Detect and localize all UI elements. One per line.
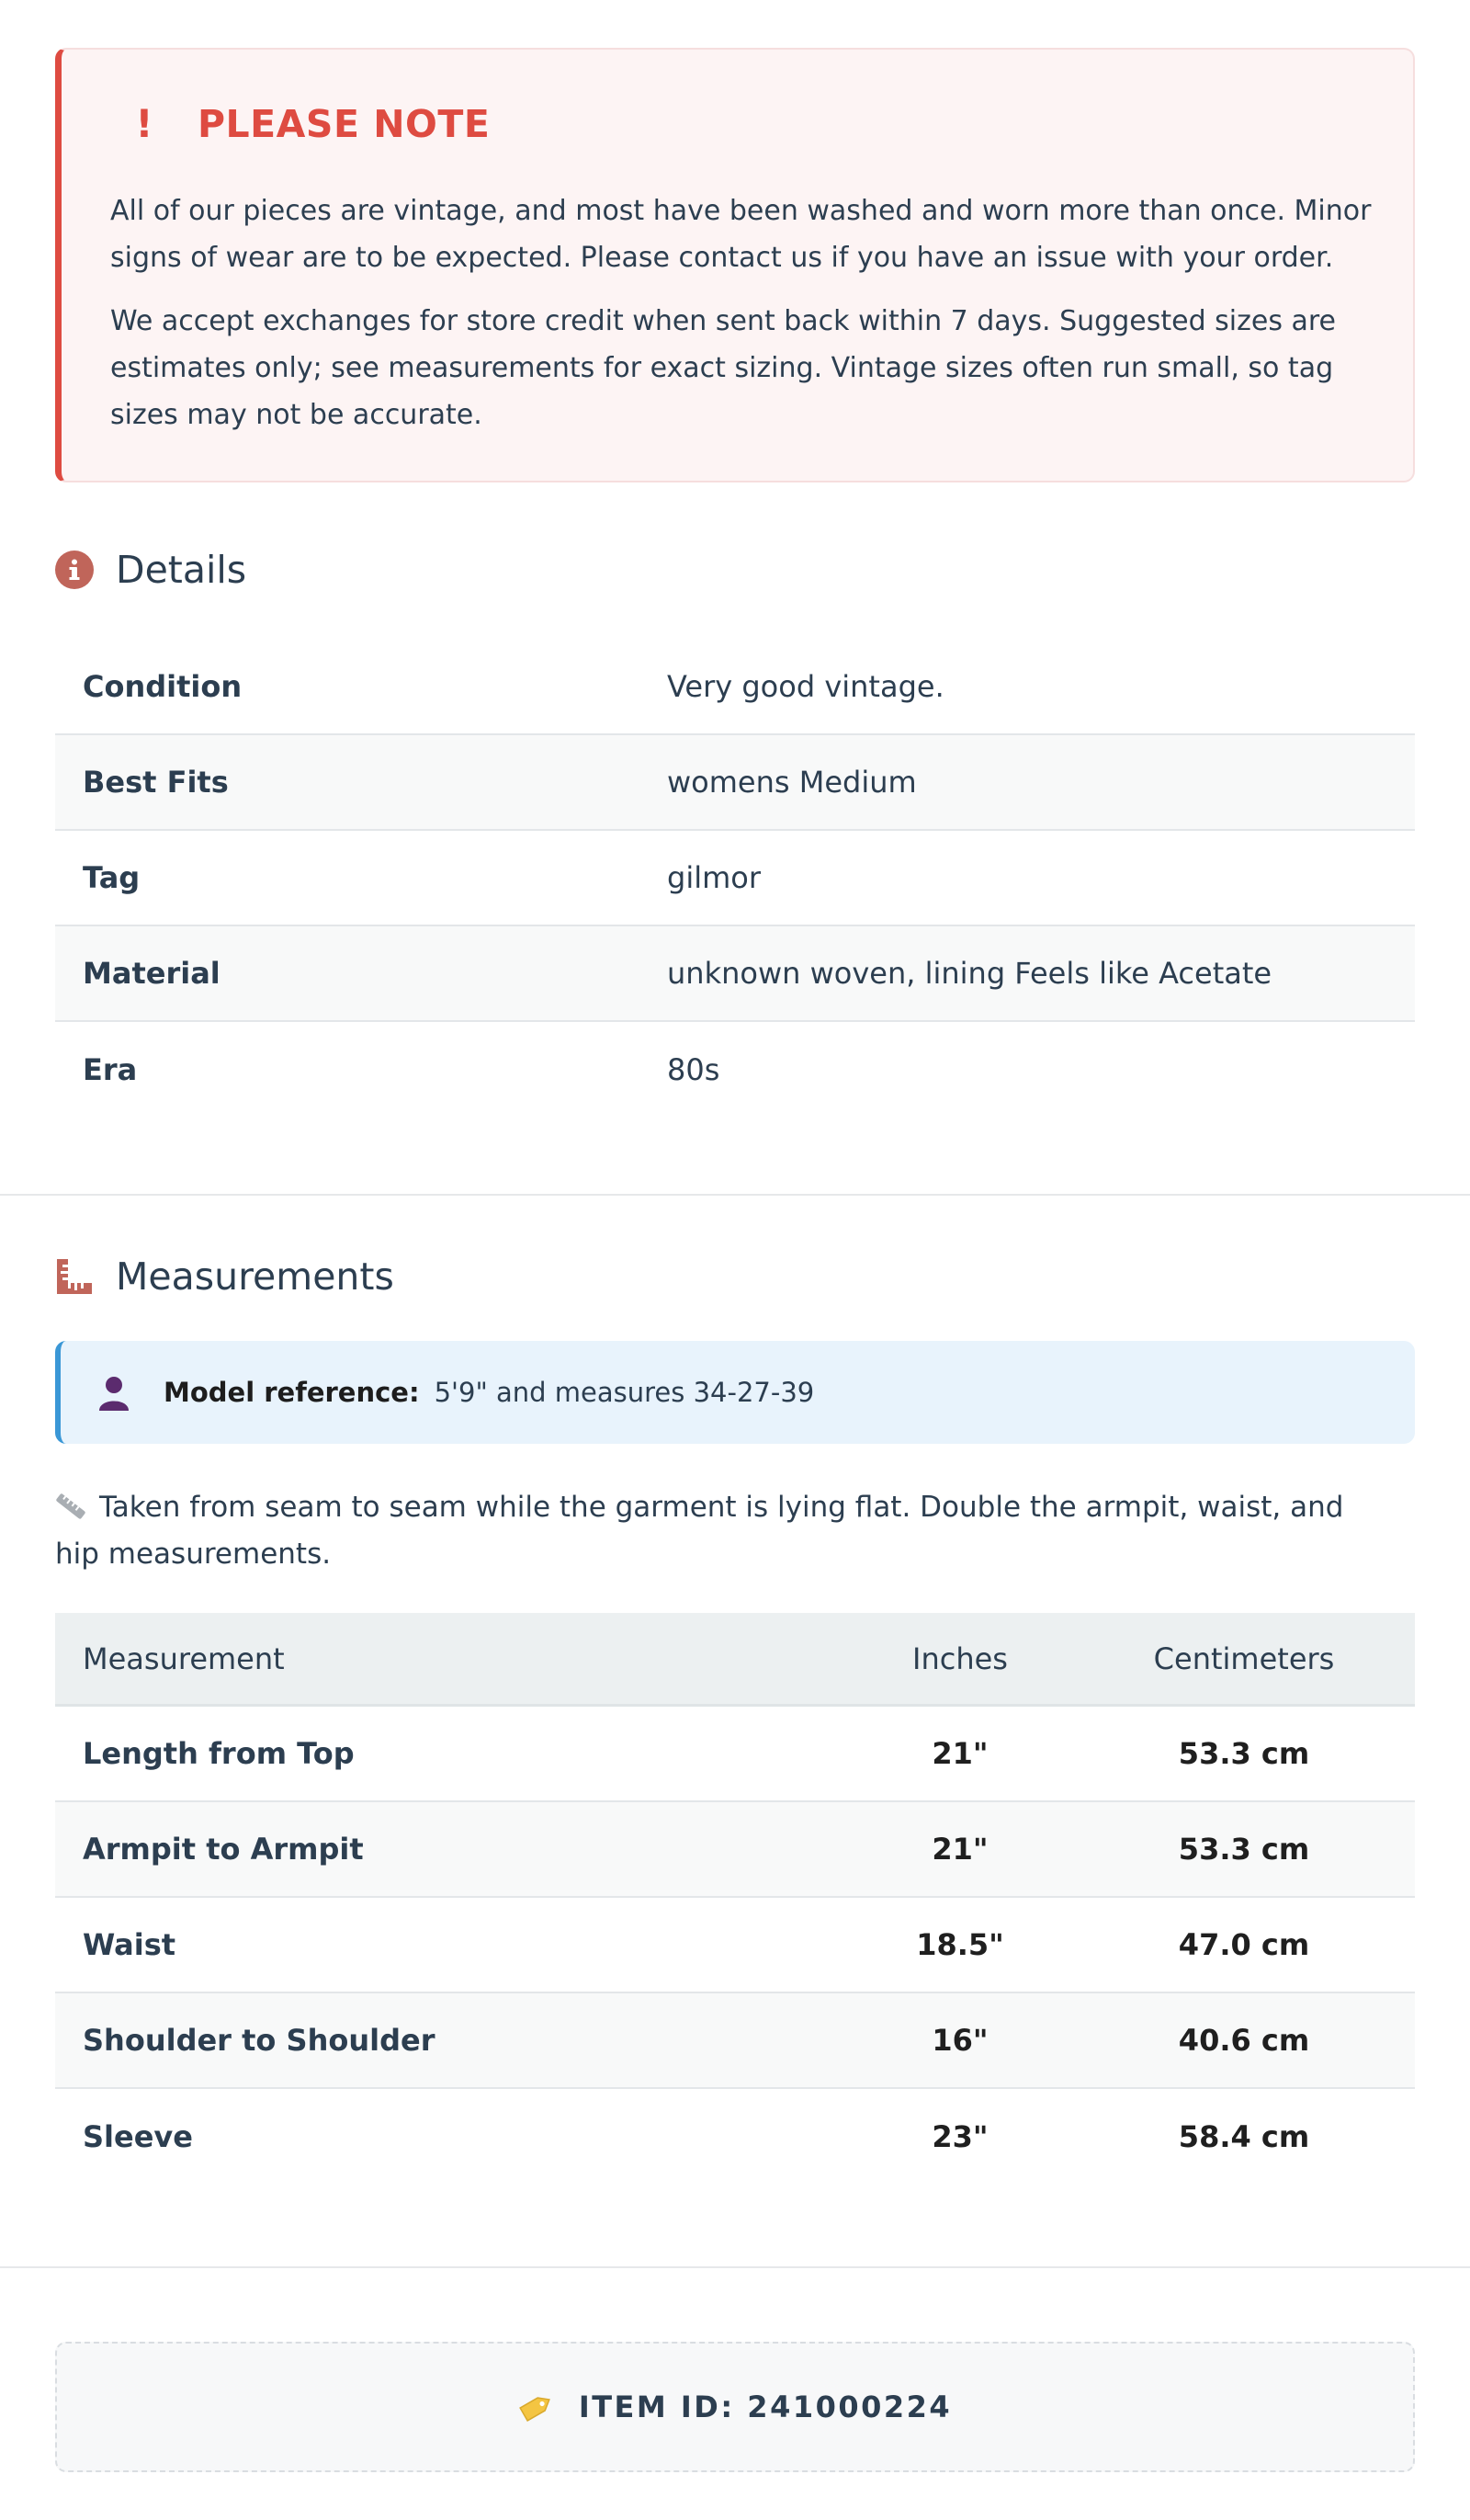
measurement-name: Sleeve [83,2119,193,2154]
detail-value: gilmor [667,860,761,895]
measurement-cm: 53.3 cm [1178,1736,1310,1771]
ruler-pencil-icon [55,1488,86,1515]
measurements-table [55,1613,1415,2185]
table-row [55,2089,1415,2185]
measurement-cm: 47.0 cm [1178,1927,1310,1962]
table-row [55,735,1415,831]
item-id-box [55,2342,1415,2472]
measurement-cm: 40.6 cm [1178,2023,1310,2058]
details-title: Details [116,548,247,592]
table-row [55,926,1415,1022]
section-divider [0,2266,1470,2268]
detail-value: unknown woven, lining Feels like Acetate [667,956,1272,991]
measurement-cm: 53.3 cm [1178,1832,1310,1867]
detail-label: Era [83,1052,138,1087]
notice-header [126,101,490,146]
table-header [55,1613,1415,1707]
column-header: Inches [912,1640,1008,1676]
column-header: Centimeters [1153,1640,1335,1676]
table-row [55,1707,1415,1802]
measurement-inches: 18.5" [916,1927,1004,1962]
measurement-inches: 21" [932,1736,989,1771]
detail-value: womens Medium [667,765,917,800]
person-icon [97,1374,130,1411]
measurements-title: Measurements [116,1254,394,1299]
notice-paragraph: We accept exchanges for store credit when sent back within 7 days. Suggested sizes are estimates only; see measurements for exact sizing. Vintage sizes often run small, so tag sizes may not be accurate. [110,305,1337,431]
table-row [55,640,1415,735]
detail-label: Material [83,956,220,991]
measurement-note [55,1484,1360,1578]
detail-label: Tag [83,860,141,895]
info-icon [55,551,94,589]
detail-label: Best Fits [83,765,229,800]
table-row [55,1802,1415,1898]
model-reference-value: 5'9" and measures 34-27-39 [434,1377,815,1408]
detail-value: Very good vintage. [667,669,944,704]
column-header: Measurement [83,1640,285,1676]
detail-value: 80s [667,1052,720,1087]
ruler-icon [55,1257,94,1296]
measurement-name: Waist [83,1927,176,1962]
model-reference-box [55,1341,1415,1444]
item-id-text: ITEM ID: 241000224 [578,2389,953,2424]
table-row [55,1022,1415,1118]
details-header [55,548,246,592]
table-row [55,831,1415,926]
notice-box [55,48,1415,482]
measurements-header [55,1254,394,1299]
table-row [55,1898,1415,1993]
measurement-name: Length from Top [83,1736,355,1771]
notice-title: PLEASE NOTE [198,101,491,146]
measurement-name: Armpit to Armpit [83,1832,364,1867]
detail-label: Condition [83,669,243,704]
measurement-name: Shoulder to Shoulder [83,2023,435,2058]
measurement-inches: 21" [932,1832,989,1867]
measurement-note-text: Taken from seam to seam while the garment is lying flat. Double the armpit, waist, and hip measurements. [55,1491,1344,1571]
tag-icon [518,2390,555,2424]
notice-paragraph: All of our pieces are vintage, and most have been washed and worn more than once. Minor signs of wear are to be expected. Please contact us if you have an issue with your order. [110,195,1372,274]
table-row [55,1993,1415,2089]
section-divider [0,1194,1470,1196]
details-table [55,640,1415,1118]
measurement-cm: 58.4 cm [1178,2119,1310,2154]
measurement-inches: 23" [932,2119,989,2154]
model-reference-label: Model reference: [164,1377,420,1408]
measurement-inches: 16" [932,2023,989,2058]
exclamation-icon: ! [135,101,153,146]
